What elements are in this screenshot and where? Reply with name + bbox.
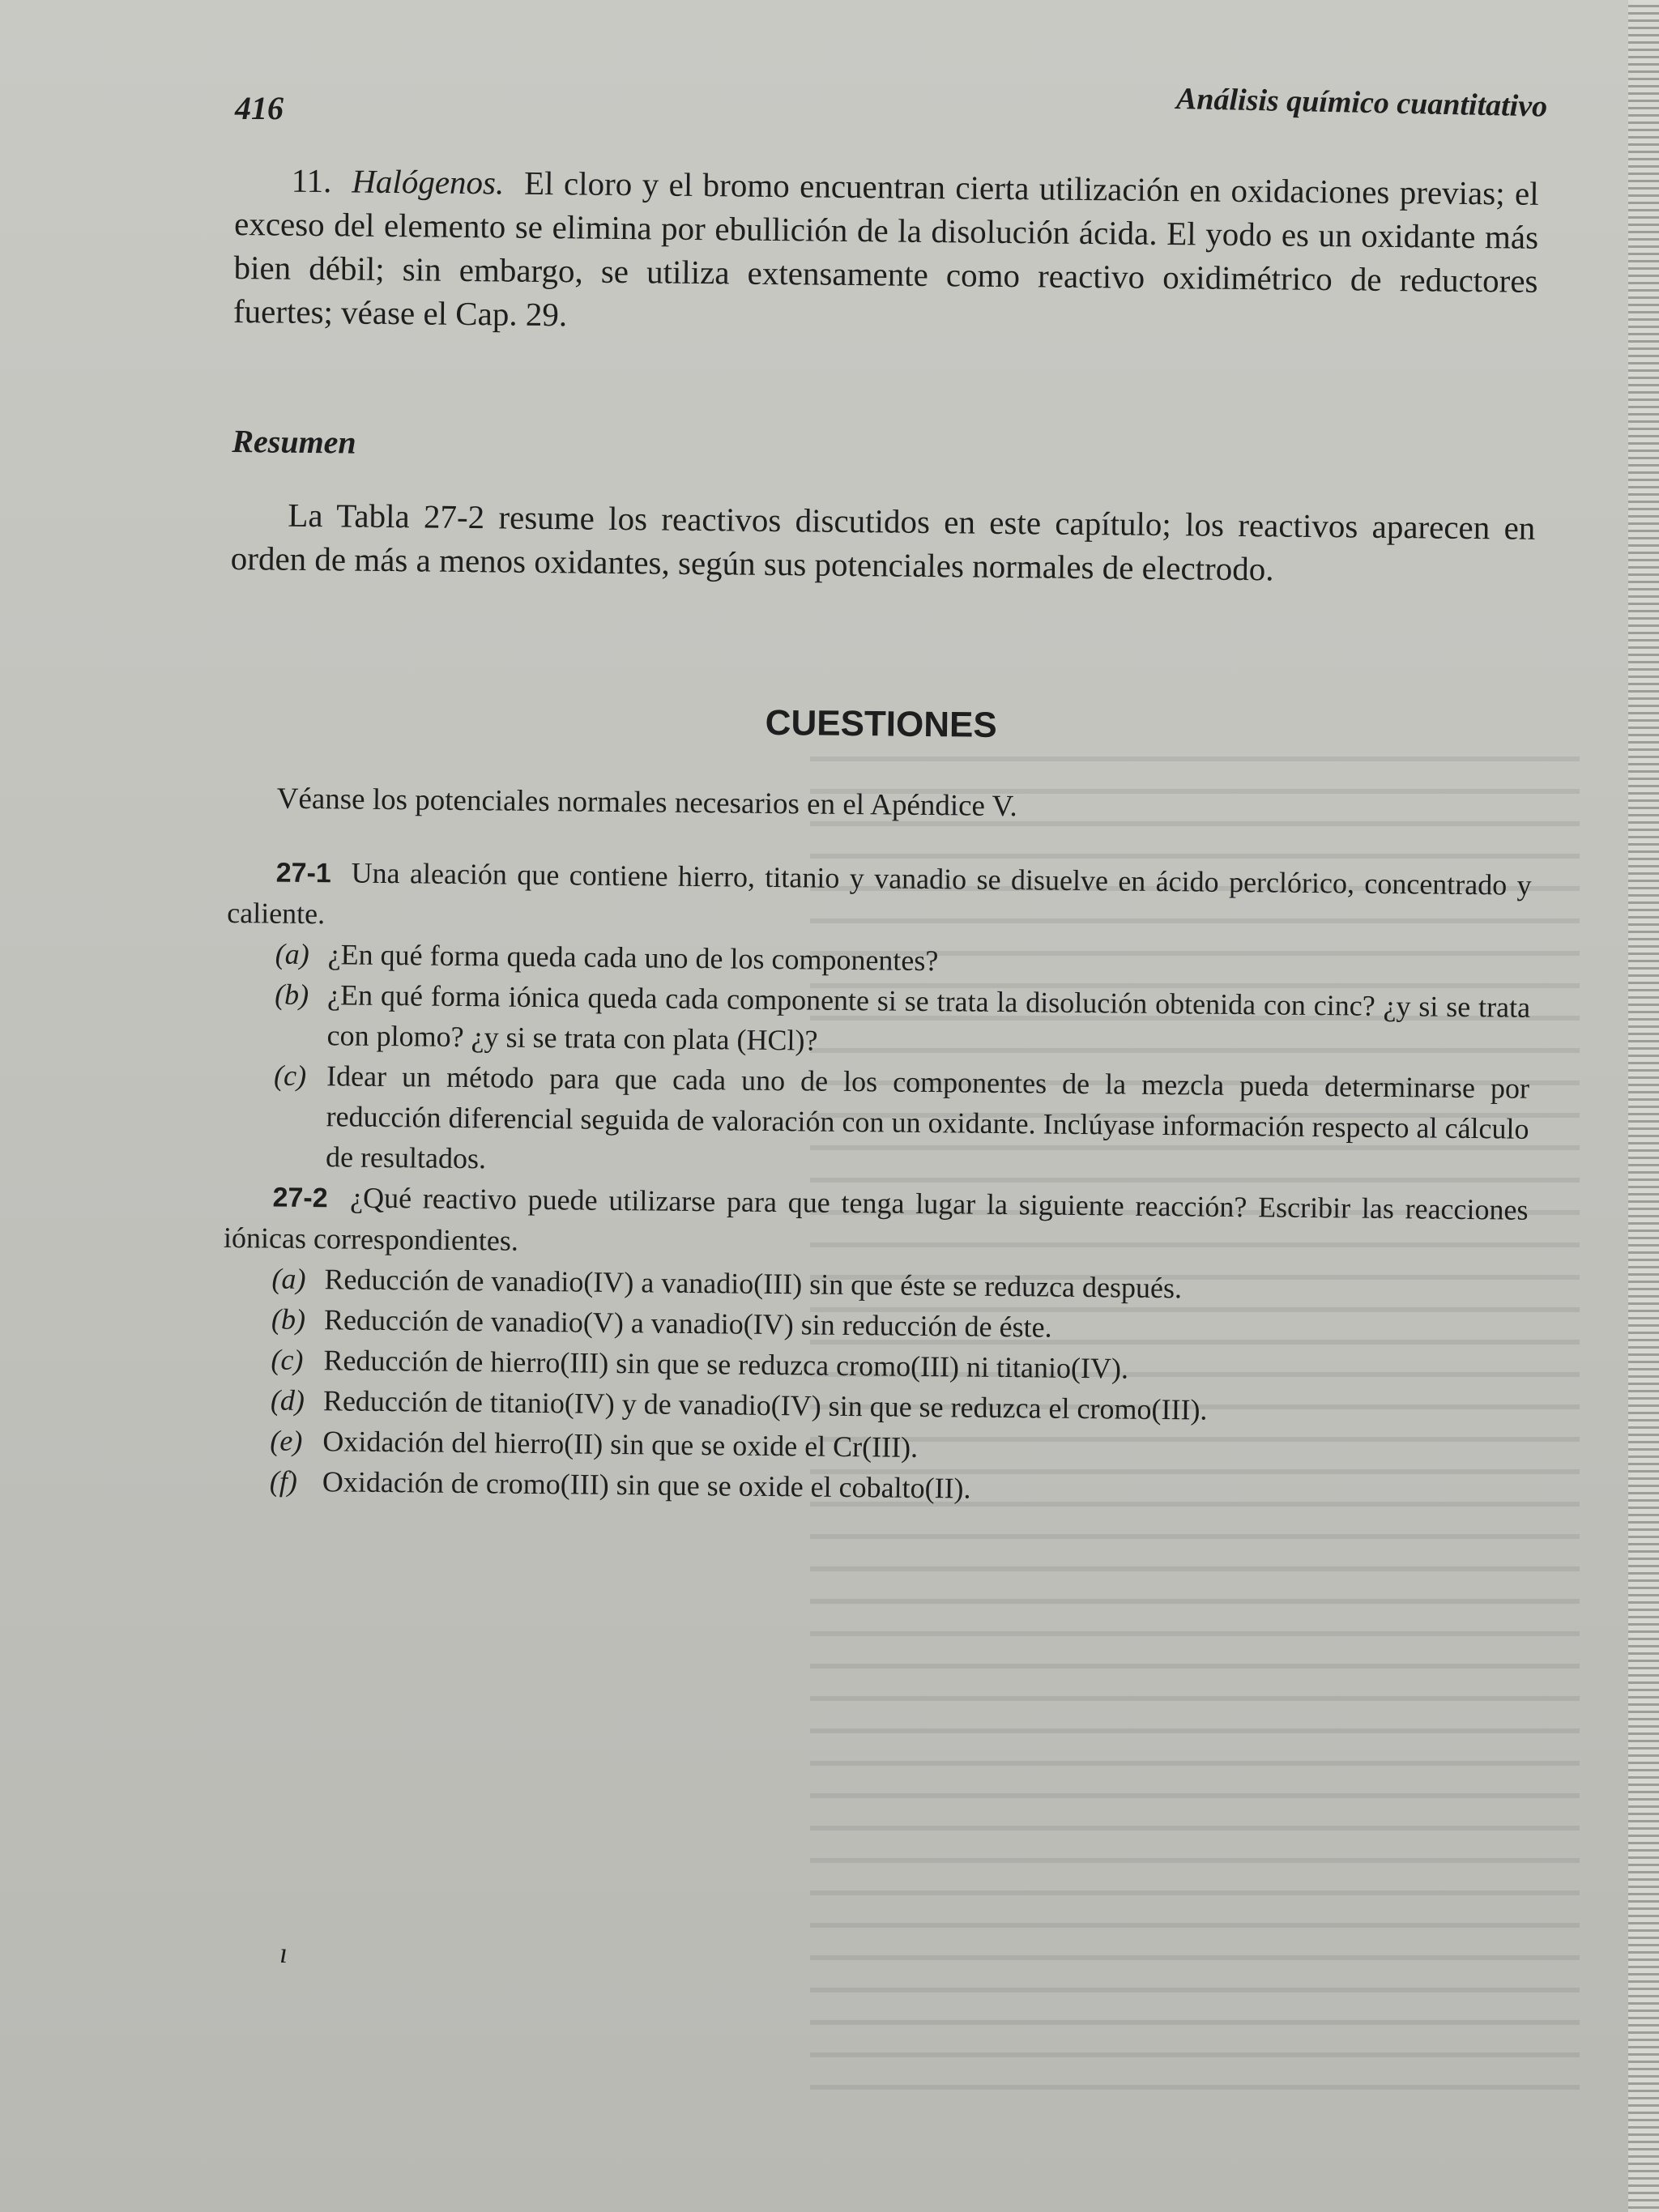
stray-pen-mark: ı (279, 1937, 288, 1969)
running-head: Análisis químico cuantitativo (1175, 82, 1548, 124)
item-label: (b) (271, 1302, 306, 1336)
item-text: Reducción de titanio(IV) y de vanadio(IV) sin que se reduzca el cromo(III). (322, 1384, 1208, 1426)
question-text: Una aleación que contiene hierro, titanio y vanadio se disuelve en ácido perclórico, concentrado y caliente. (227, 856, 1532, 931)
item-label: (c) (271, 1343, 304, 1376)
item-text: Reducción de hierro(III) sin que se reduzca cromo(III) ni titanio(IV). (323, 1344, 1129, 1385)
page-content (221, 158, 1539, 1515)
paragraph-halogenos (233, 158, 1539, 347)
item-label: (e) (270, 1424, 303, 1457)
item-text: ¿En qué forma iónica queda cada componente si se trata la disolución obtenida con cinc? ¿y si se trata con plomo? ¿y si se trata con plata (HCl)? (326, 978, 1531, 1057)
item-text: Reducción de vanadio(V) a vanadio(IV) sin reducción de éste. (323, 1303, 1052, 1344)
item-label: (d) (270, 1383, 305, 1417)
question-item (224, 1055, 1529, 1190)
item-title: Halógenos. (352, 162, 505, 202)
item-text: Idear un método para que cada uno de los componentes de la mezcla pueda determinarse por reducción diferencial seguida de valoración con un oxidante. Inclúyase información respecto al cálculo de resultados. (325, 1059, 1530, 1175)
question-text: ¿Qué reactivo puede utilizarse para que tenga lugar la siguiente reacción? Escribir las reacciones iónicas correspondientes. (223, 1181, 1529, 1257)
resumen-title: Resumen (232, 422, 356, 461)
item-text: ¿En qué forma queda cada uno de los componentes? (327, 938, 939, 978)
item-number: 11. (291, 161, 332, 200)
item-label: (f) (269, 1464, 298, 1498)
item-text: El cloro y el bromo encuentran cierta utilización en oxidaciones previas; el exceso del elemento se elimina por ebullición de la disolución ácida. El yodo es un oxidante más bien débil; sin embargo, se utiliza extensamente como reactivo oxidimétrico de reductores fuertes; véase el Cap. 29. (232, 164, 1539, 334)
question-number: 27-2 (272, 1182, 328, 1214)
question-number: 27-1 (275, 857, 332, 889)
item-label: (a) (271, 1262, 306, 1295)
page-header (235, 81, 1547, 138)
question-27-2 (224, 1176, 1529, 1272)
cuestiones-note: Véanse los potenciales normales necesarios en el Apéndice V. (276, 782, 1017, 824)
cuestiones-title: CUESTIONES (765, 702, 997, 745)
item-label: (c) (273, 1059, 307, 1092)
resumen-text: La Tabla 27-2 resume los reactivos discutidos en este capítulo; los reactivos aparecen en orden de más a menos oxidantes, según sus potenciales normales de electrodo. (230, 496, 1536, 588)
item-text: Reducción de vanadio(IV) a vanadio(III) sin que éste se reduzca después. (324, 1263, 1183, 1305)
item-label: (b) (274, 978, 309, 1012)
question-27-1 (227, 851, 1532, 947)
question-item (225, 974, 1530, 1068)
item-text: Oxidación del hierro(II) sin que se oxide el Cr(III). (322, 1425, 919, 1464)
item-text: Oxidación de cromo(III) sin que se oxide el cobalto(II). (322, 1465, 971, 1505)
page-number: 416 (235, 90, 284, 126)
page-stack-edge (1628, 0, 1659, 2212)
item-label: (a) (275, 937, 309, 971)
